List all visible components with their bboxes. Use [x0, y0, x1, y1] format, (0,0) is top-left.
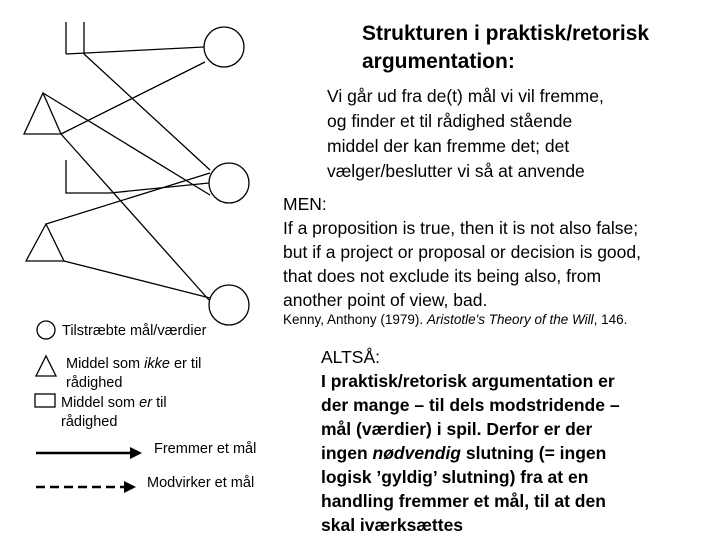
- conclusion-line: handling fremmer et mål, til at den: [321, 491, 606, 511]
- quote-line: that does not exclude its being also, from: [283, 266, 602, 286]
- quote-line: If a proposition is true, then it is not also false;: [283, 218, 639, 238]
- conclusion-label: ALTSÅ:: [321, 347, 381, 367]
- citation-page: , 146.: [593, 312, 628, 327]
- means-unavailable-triangle: [26, 224, 64, 261]
- legend-square-icon: [35, 394, 55, 407]
- citation-author: Kenny, Anthony (1979).: [283, 312, 427, 327]
- intro-line: vælger/beslutter vi så at anvende: [327, 161, 585, 181]
- promotes-connection: [61, 62, 205, 134]
- promotes-connection: [46, 173, 210, 224]
- legend-square-label: Middel som er til rådighed: [61, 395, 167, 430]
- means-unavailable-triangle: [24, 93, 61, 134]
- promotes-connection: [61, 134, 209, 300]
- goal-circle: [204, 27, 244, 67]
- conclusion-body: [321, 369, 711, 537]
- goal-circle: [209, 163, 249, 203]
- citation: [283, 311, 718, 329]
- conclusion-block: [321, 345, 711, 537]
- conclusion-line: logisk ’gyldig’ slutning) fra at en: [321, 467, 589, 487]
- legend-triangle-label: Middel som ikke er til rådighed: [66, 356, 202, 391]
- conclusion-line: ingen nødvendig slutning (= ingen: [321, 443, 607, 463]
- intro-line: middel der kan fremme det; det: [327, 136, 570, 156]
- goal-circle: [209, 285, 249, 325]
- intro-line: og finder et til rådighed stående: [327, 111, 573, 131]
- conclusion-line: der mange – til dels modstridende –: [321, 395, 620, 415]
- legend-triangle-icon: [36, 356, 56, 376]
- legend-solid-label: Fremmer et mål: [154, 441, 257, 457]
- legend-circle-label: Tilstræbte mål/værdier: [62, 323, 207, 339]
- conclusion-line: mål (værdier) i spil. Derfor er der: [321, 419, 593, 439]
- promotes-connection: [66, 47, 204, 54]
- promotes-connection: [84, 54, 210, 170]
- promotes-connection: [43, 93, 210, 195]
- promotes-connection: [64, 261, 210, 298]
- quote-line: another point of view, bad.: [283, 290, 488, 310]
- title-line: Strukturen i praktisk/retorisk: [362, 22, 650, 45]
- conclusion-line: skal iværksættes: [321, 515, 464, 535]
- title-line: argumentation:: [362, 50, 515, 73]
- promotes-connection: [110, 183, 209, 193]
- men-label: MEN:: [283, 194, 327, 214]
- legend-dashed-arrowhead: [124, 481, 136, 493]
- intro-paragraph: [327, 84, 707, 184]
- legend-dashed-label: Modvirker et mål: [147, 475, 255, 491]
- page-title: [362, 20, 712, 76]
- conclusion-line: I praktisk/retorisk argumentation er: [321, 371, 615, 391]
- legend-solid-arrowhead: [130, 447, 142, 459]
- intro-line: Vi går ud fra de(t) mål vi vil fremme,: [327, 86, 604, 106]
- quote-line: but if a project or proposal or decision is good,: [283, 242, 641, 262]
- legend-circle-icon: [37, 321, 55, 339]
- men-quote: [283, 192, 713, 312]
- citation-work: Aristotle's Theory of the Will: [426, 312, 594, 327]
